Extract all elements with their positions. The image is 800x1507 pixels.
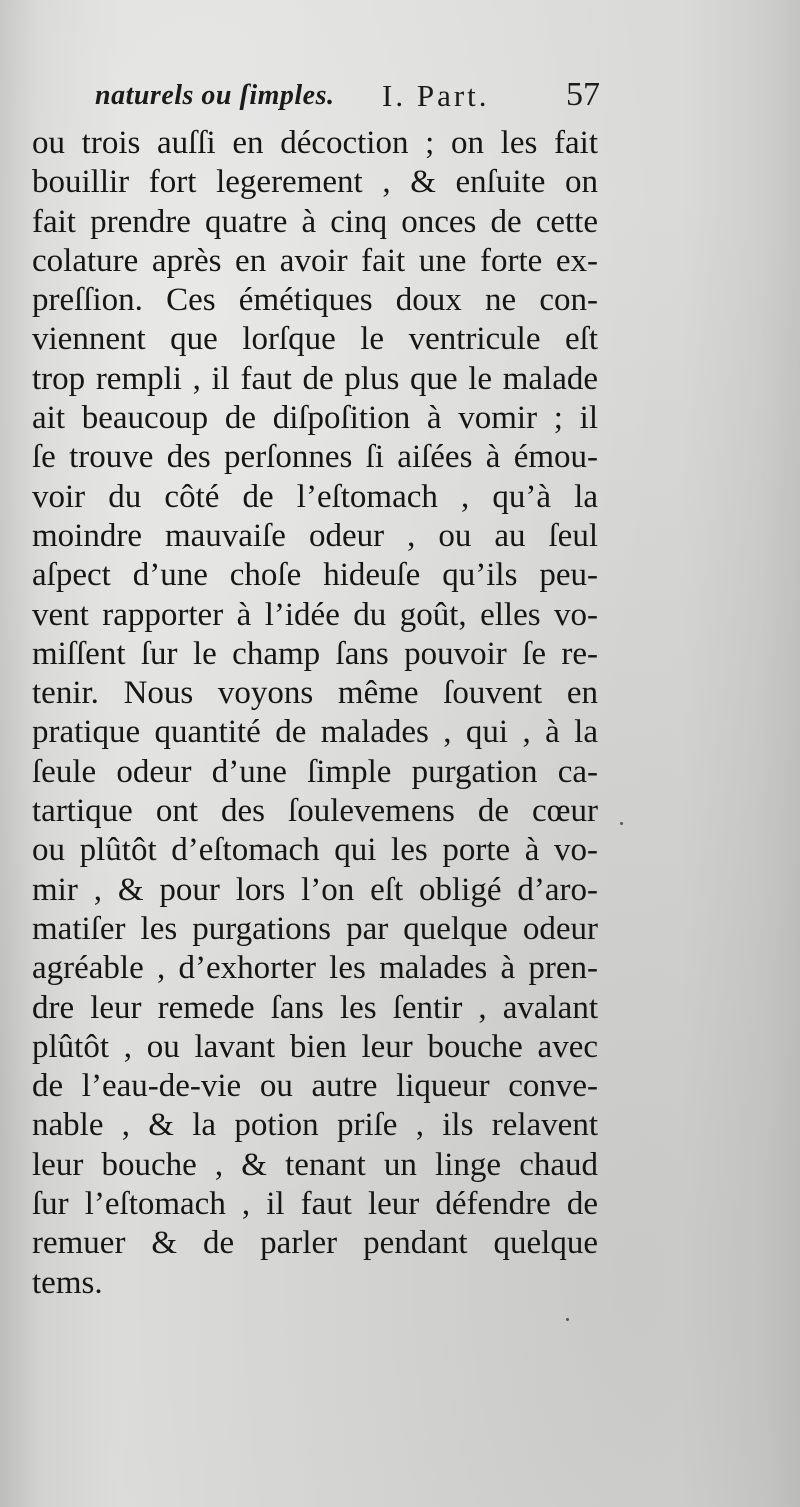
text-line: ſe trouve des perſonnes ſi aiſées à émou-	[32, 439, 598, 476]
text-line: colature après en avoir fait une forte ex-	[32, 242, 598, 279]
text-line: aſpect d’une choſe hideuſe qu’ils peu-	[32, 557, 598, 594]
text-line: viennent que lorſque le ventricule eſt	[32, 321, 598, 358]
text-line: pratique quantité de malades , qui , à la	[32, 714, 598, 751]
paper-speck	[620, 822, 623, 825]
text-line: tems.	[32, 1264, 103, 1301]
text-line: moindre mauvaiſe odeur , ou au ſeul	[32, 517, 598, 554]
text-line: voir du côté de l’eſtomach , qu’à la	[32, 478, 598, 515]
text-line: de l’eau-de-vie ou autre liqueur conve-	[32, 1068, 598, 1105]
text-line: ſeule odeur d’une ſimple purgation ca-	[32, 753, 598, 790]
page-header	[95, 70, 600, 128]
text-line: tenir. Nous voyons même ſouvent en	[32, 675, 598, 712]
running-head: naturels ou ſimples.	[95, 80, 335, 111]
paper-speck	[566, 1318, 569, 1321]
text-line: matiſer les purgations par quelque odeur	[32, 910, 598, 947]
text-line: preſſion. Ces émétiques doux ne con-	[32, 282, 598, 319]
text-line: fait prendre quatre à cinq onces de cette	[32, 203, 598, 240]
text-line: ou plûtôt d’eſtomach qui les porte à vo-	[32, 832, 598, 869]
text-line: bouillir fort legerement , & enſuite on	[32, 164, 598, 201]
body-text	[32, 124, 598, 1303]
text-line: agréable , d’exhorter les malades à pren-	[32, 950, 598, 987]
text-line: ait beaucoup de diſpoſition à vomir ; il	[32, 400, 598, 437]
text-line: trop rempli , il faut de plus que le malade	[32, 360, 598, 397]
text-line: nable , & la potion priſe , ils relavent	[32, 1107, 598, 1144]
part-label: I. Part.	[382, 78, 490, 113]
text-line: tartique ont des ſoulevemens de cœur	[32, 793, 598, 830]
text-line: miſſent ſur le champ ſans pouvoir ſe re-	[32, 635, 598, 672]
text-line: ſur l’eſtomach , il faut leur défendre de	[32, 1186, 598, 1223]
text-line: mir , & pour lors l’on eſt obligé d’aro-	[32, 871, 598, 908]
text-line: remuer & de parler pendant quelque	[32, 1225, 598, 1262]
text-line: vent rapporter à l’idée du goût, elles vo-	[32, 596, 598, 633]
text-line: plûtôt , ou lavant bien leur bouche avec	[32, 1028, 598, 1065]
text-line: leur bouche , & tenant un linge chaud	[32, 1146, 598, 1183]
page-number: 57	[566, 76, 600, 113]
text-line: ou trois auſſi en décoction ; on les fait	[32, 125, 598, 161]
text-line: dre leur remede ſans les ſentir , avalant	[32, 989, 598, 1026]
